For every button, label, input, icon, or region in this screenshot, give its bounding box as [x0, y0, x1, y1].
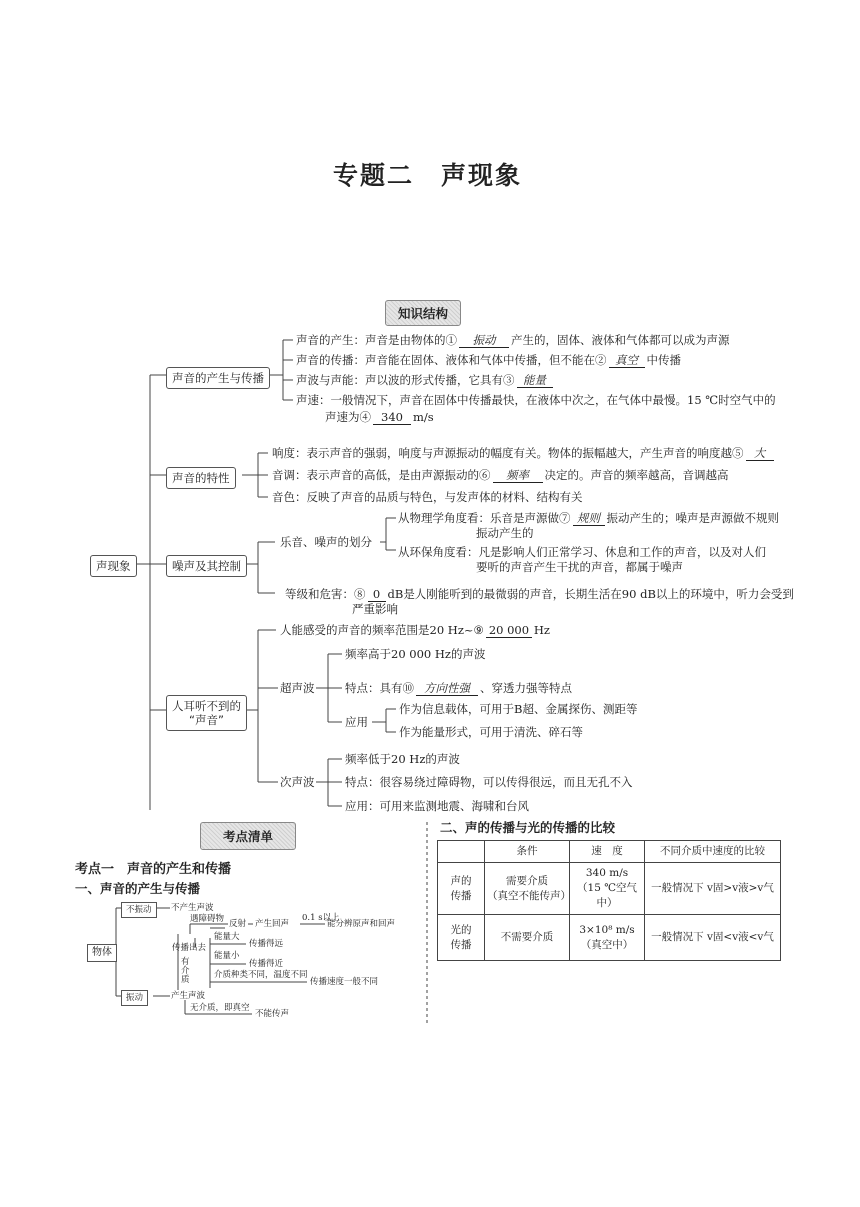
table-cell: 需要介质 （真空不能传声）	[485, 863, 570, 915]
mini-near: 传播得近	[249, 959, 284, 969]
b2-item-1: 响度：表示声音的强弱，响度与声源振动的幅度有关。物体的振幅越大，产生声音的响度越⑤ 大	[272, 446, 776, 461]
table-cell: 声的 传播	[438, 863, 485, 915]
b4-item-1: 人能感受的声音的频率范围是20 Hz~⑨ 20 000 Hz	[280, 623, 550, 637]
mini-reflect: 反射	[229, 919, 247, 929]
b3-item-3: 等级和危害：⑧ 0 dB是人刚能听到的最微弱的声音，长期生活在90 dB以上的环境中，听力会受到	[285, 587, 794, 601]
section-tag-checklist: 考点清单	[200, 822, 296, 850]
b3-item-2: 从环保角度看：凡是影响人们正常学习、休息和工作的声音，以及对人们	[398, 545, 766, 559]
ultrasound-label: 超声波	[280, 681, 315, 695]
table-row	[438, 915, 781, 961]
mini-no-medium: 无介质，即真空	[190, 1003, 250, 1013]
b1-item-4: 声速：一般情况下，声音在固体中传播最快，在液体中次之，在气体中最慢。15 ℃时空气中的	[296, 393, 776, 407]
mini-small-energy: 能量小	[214, 951, 240, 961]
answer-8: 0	[368, 588, 386, 602]
mini-obstacle: 遇障碍物	[190, 914, 225, 924]
mini-far: 传播得远	[249, 939, 284, 949]
answer-10: 方向性强	[416, 682, 478, 696]
mini-vibration: 振动	[121, 990, 148, 1006]
ultrasound-feature: 特点：具有⑩ 方向性强 、穿透力强等特点	[345, 681, 572, 695]
b3-sub-classification: 乐音、噪声的划分	[280, 535, 372, 549]
mini-no-vibration: 不振动	[121, 902, 157, 918]
mini-object: 物体	[87, 944, 117, 962]
answer-5: 大	[746, 447, 774, 461]
mini-distinguish: 能分辨原声和回声	[327, 919, 396, 929]
table-cell: 340 m/s （15 ℃空气中）	[570, 863, 645, 915]
table-cell: 光的 传播	[438, 915, 485, 961]
table-cell: 一般情况下 v固<v液<v气	[645, 915, 781, 961]
mini-has-medium: 有介质	[181, 957, 190, 985]
infrasound-app: 应用：可用来监测地震、海啸和台风	[345, 799, 529, 813]
b3-item-1: 从物理学角度看：乐音是声源做⑦ 规则 振动产生的；噪声是声源做不规则	[398, 511, 779, 525]
ultrasound-app-label: 应用	[345, 715, 368, 729]
mini-sound-wave: 产生声波	[171, 991, 206, 1001]
kp1-heading: 考点一 声音的产生和传播	[75, 862, 232, 877]
infrasound-feature: 特点：很容易绕过障碍物，可以传得很远，而且无孔不入	[345, 775, 633, 789]
branch-noise: 噪声及其控制	[166, 555, 247, 577]
answer-7: 规则	[573, 512, 605, 526]
root-node: 声现象	[90, 555, 137, 577]
ultrasound-app-2: 作为能量形式，可用于清洗、碎石等	[399, 725, 583, 739]
infrasound-freq: 频率低于20 Hz的声波	[345, 752, 460, 766]
mini-echo: 产生回声	[255, 919, 290, 929]
b2-item-2: 音调：表示声音的高低，是由声源振动的⑥ 频率 决定的。声音的频率越高，音调越高	[272, 468, 729, 482]
b1-item-3: 声波与声能：声以波的形式传播，它具有③ 能量	[296, 373, 555, 388]
b2-item-3: 音色：反映了声音的品质与特色，与发声体的材料、结构有关	[272, 490, 583, 504]
mini-cannot-transmit: 不能传声	[255, 1009, 290, 1019]
branch-inaudible: 人耳听不到的 “声音”	[166, 695, 247, 731]
b1-item-2: 声音的传播：声音能在固体、液体和气体中传播，但不能在② 真空 中传播	[296, 353, 681, 367]
table-cell: 3×10⁸ m/s （真空中）	[570, 915, 645, 961]
table-cell: 不需要介质	[485, 915, 570, 961]
b3-item-1b: 振动产生的	[476, 526, 534, 540]
mini-medium-diff: 介质种类不同，温度不同	[214, 970, 308, 980]
mini-over-01s: 0.1 s以上	[302, 913, 340, 923]
answer-3: 能量	[517, 374, 553, 388]
table-cell: 一般情况下 v固>v液>v气	[645, 863, 781, 915]
branch-production-propagation: 声音的产生与传播	[166, 367, 270, 389]
answer-9: 20 000	[486, 624, 532, 638]
sec1-heading: 一、声音的产生与传播	[75, 881, 201, 896]
section-tag-structure: 知识结构	[385, 300, 461, 326]
answer-4: 340	[373, 411, 411, 425]
b3-item-3b: 严重影响	[352, 602, 398, 616]
b1-item-5: 声速为④ 340 m/s	[325, 410, 434, 424]
answer-2: 真空	[609, 354, 645, 368]
mini-spread: 传播出去	[172, 943, 207, 953]
comparison-table	[437, 840, 781, 961]
answer-6: 频率	[493, 469, 543, 483]
mini-big-energy: 能量大	[214, 932, 240, 942]
table-row	[438, 863, 781, 915]
b3-item-2b: 要听的声音产生干扰的声音，都属于噪声	[476, 560, 683, 574]
table-header-cell: 不同介质中速度的比较	[645, 841, 781, 863]
ultrasound-app-1: 作为信息载体，可用于B超、金属探伤、测距等	[399, 702, 638, 716]
b1-item-1: 声音的产生：声音是由物体的① 振动 产生的，固体、液体和气体都可以成为声源	[296, 333, 730, 347]
mini-no-sound: 不产生声波	[171, 903, 214, 913]
sec2-heading: 二、声的传播与光的传播的比较	[440, 820, 616, 835]
table-header-cell	[438, 841, 485, 863]
infrasound-label: 次声波	[280, 775, 315, 789]
answer-1: 振动	[459, 334, 509, 348]
table-header-row	[438, 841, 781, 863]
table-header-cell: 速 度	[570, 841, 645, 863]
ultrasound-freq: 频率高于20 000 Hz的声波	[345, 647, 486, 661]
page-title: 专题二 声现象	[333, 161, 523, 190]
table-header-cell: 条件	[485, 841, 570, 863]
branch-characteristics: 声音的特性	[166, 467, 236, 489]
mini-speed-diff: 传播速度一般不同	[310, 977, 379, 987]
